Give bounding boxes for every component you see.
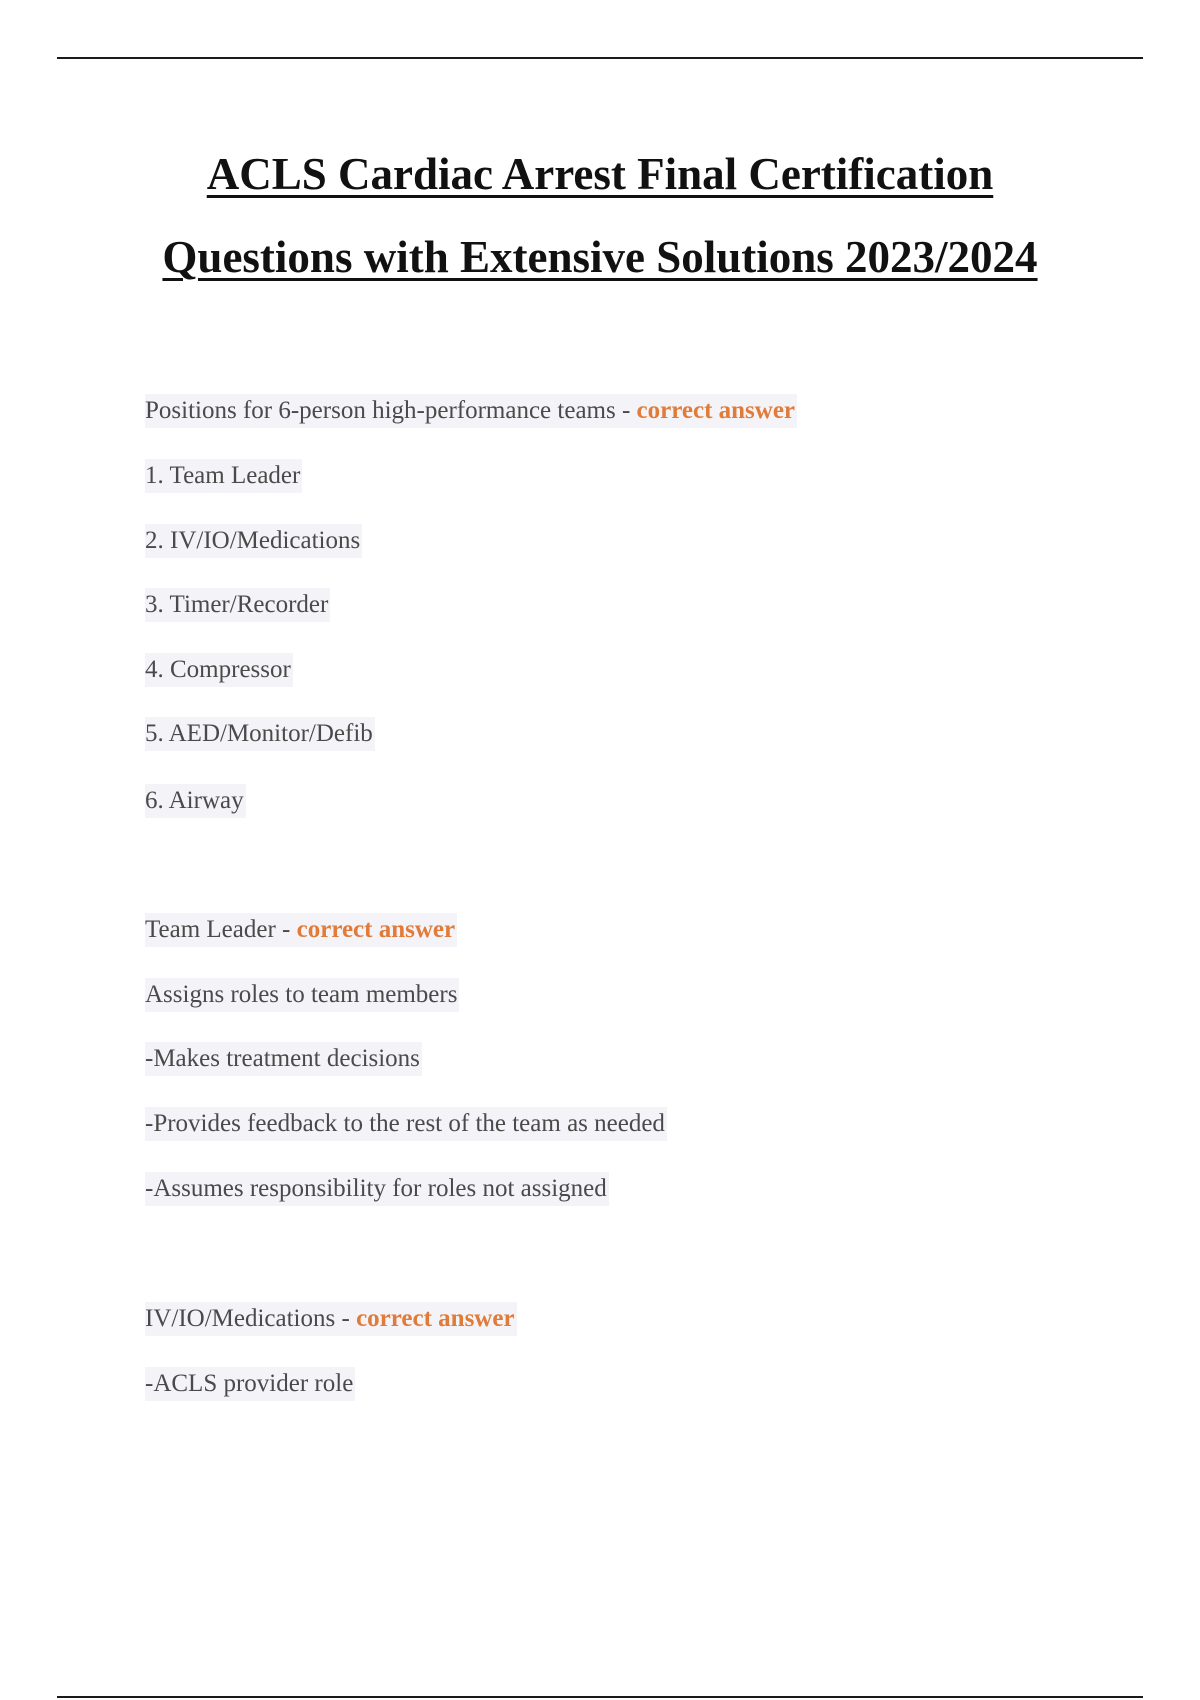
answer-line: Assigns roles to team members (145, 978, 459, 1012)
question-line (145, 394, 797, 428)
answer-line: 6. Airway (145, 784, 246, 818)
answer-line: 3. Timer/Recorder (145, 588, 330, 622)
question-line (145, 1302, 517, 1336)
question-line (145, 913, 457, 947)
document-title-line-1: ACLS Cardiac Arrest Final Certification (206, 149, 994, 199)
question-text: IV/IO/Medications - (145, 1305, 357, 1332)
bottom-rule (57, 1696, 1143, 1698)
top-rule (57, 57, 1143, 59)
correct-answer-label: correct answer (636, 397, 796, 424)
answer-line: 1. Team Leader (145, 459, 302, 493)
answer-line: -Assumes responsibility for roles not assigned (145, 1172, 609, 1206)
answer-line: -ACLS provider role (145, 1367, 355, 1401)
answer-line: 2. IV/IO/Medications (145, 524, 362, 558)
answer-line: 4. Compressor (145, 653, 293, 687)
answer-line: 5. AED/Monitor/Defib (145, 717, 375, 751)
document-title-line-2: Questions with Extensive Solutions 2023/2024 (162, 232, 1038, 282)
correct-answer-label: correct answer (356, 1305, 515, 1332)
answer-line: -Provides feedback to the rest of the team as needed (145, 1107, 667, 1141)
answer-line: -Makes treatment decisions (145, 1042, 422, 1076)
question-text: Team Leader - (145, 916, 297, 943)
question-text: Positions for 6-person high-performance teams - (145, 397, 637, 424)
correct-answer-label: correct answer (296, 916, 456, 943)
